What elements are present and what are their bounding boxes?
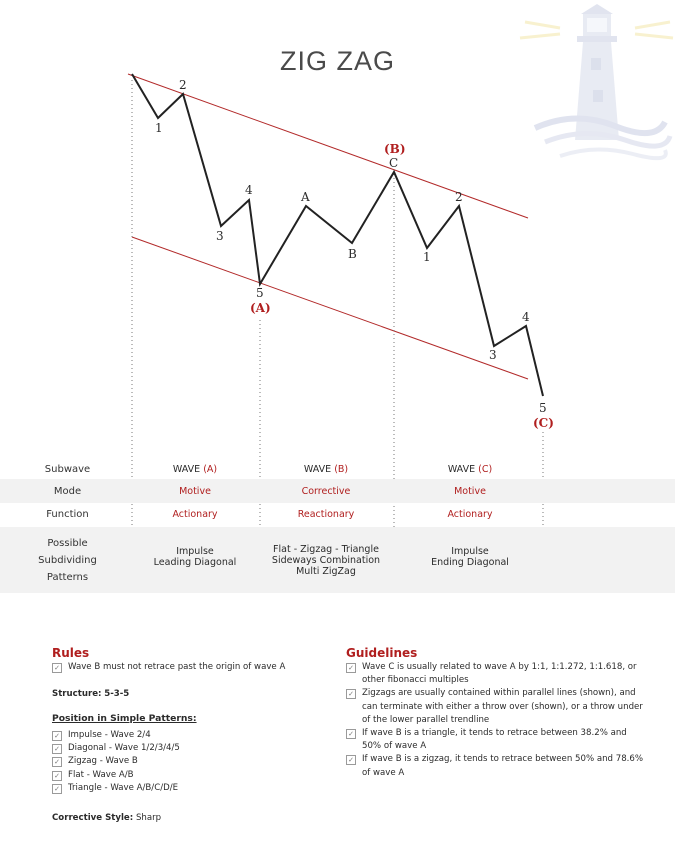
list-item: ✓ Flat - Wave A/B [52, 769, 302, 782]
upper-channel-line [128, 74, 528, 218]
list-item: ✓ Zigzags are usually contained within parallel lines (shown), and can terminate with either a throw over (shown), or a throw under of the lower parallel trendline [346, 687, 646, 727]
page-title: ZIG ZAG [280, 46, 395, 76]
list-item: ✓ Zigzag - Wave B [52, 755, 302, 768]
position-list [52, 729, 302, 795]
function-a: Actionary [172, 509, 218, 520]
function-b: Reactionary [297, 509, 355, 520]
subwave-b: WAVE (B) [303, 464, 349, 475]
wave-label-b-degree: (B) [384, 142, 406, 156]
list-item: ✓ Wave C is usually related to wave A by 1:1, 1:1.272, 1:1.618, or other fibonacci multiples [346, 661, 646, 687]
list-item: ✓ Wave B must not retrace past the origin of wave A [52, 661, 322, 674]
wave-label-c1: 1 [423, 250, 431, 264]
check-icon: ✓ [52, 731, 62, 741]
structure: Structure: 5-3-5 [52, 689, 130, 699]
wave-label-1: 1 [155, 121, 163, 135]
row-label-subwave: Subwave [44, 464, 91, 475]
guidelines-list [346, 661, 646, 780]
patterns-c: Impulse Ending Diagonal [431, 546, 509, 568]
corrective-style: Corrective Style: Sharp [52, 813, 162, 823]
list-item: ✓ Impulse - Wave 2/4 [52, 729, 302, 742]
wave-label-3: 3 [216, 229, 224, 243]
check-icon: ✓ [346, 755, 356, 765]
check-icon: ✓ [52, 757, 62, 767]
table-row-subwave [0, 460, 675, 478]
guidelines-heading: Guidelines [346, 646, 418, 660]
check-icon: ✓ [52, 784, 62, 794]
check-icon: ✓ [52, 744, 62, 754]
wave-label-c2: 2 [455, 190, 463, 204]
wave-path [132, 74, 543, 396]
position-heading: Position in Simple Patterns: [52, 713, 197, 724]
check-icon: ✓ [52, 663, 62, 673]
wave-label-c5: 5 [539, 401, 547, 415]
wave-label-c: C [389, 156, 399, 170]
patterns-a: Impulse Leading Diagonal [153, 546, 237, 568]
mode-c: Motive [454, 486, 486, 497]
table-row-mode [0, 479, 675, 503]
check-icon: ✓ [52, 771, 62, 781]
list-item: ✓ If wave B is a triangle, it tends to retrace between 38.2% and 50% of wave A [346, 727, 646, 753]
table-row-function [0, 503, 675, 527]
table-row-patterns [0, 527, 675, 593]
check-icon: ✓ [346, 729, 356, 739]
row-label-mode: Mode [53, 486, 82, 497]
check-icon: ✓ [346, 663, 356, 673]
list-item: ✓ If wave B is a zigzag, it tends to retrace between 50% and 78.6% of wave A [346, 753, 646, 779]
rules-heading: Rules [52, 646, 90, 660]
lower-channel-line [132, 237, 528, 379]
wave-label-4: 4 [245, 183, 253, 197]
wave-label-a: A [301, 190, 310, 204]
patterns-b: Flat - Zigzag - Triangle Sideways Combination Multi ZigZag [271, 544, 381, 577]
mode-b: Corrective [301, 486, 351, 497]
wave-label-5: 5 [256, 286, 264, 300]
wave-label-b: B [348, 247, 357, 261]
rules-list [52, 661, 322, 674]
wave-label-c4: 4 [522, 310, 530, 324]
row-label-patterns: Possible Subdividing Patterns [38, 538, 97, 583]
subwave-c: WAVE (C) [447, 464, 493, 475]
subwave-a: WAVE (A) [172, 464, 218, 475]
wave-label-2: 2 [179, 78, 187, 92]
wave-label-c-degree: (C) [533, 416, 554, 430]
mode-a: Motive [179, 486, 211, 497]
wave-label-a-degree: (A) [250, 301, 271, 315]
list-item: ✓ Triangle - Wave A/B/C/D/E [52, 782, 302, 795]
function-c: Actionary [447, 509, 493, 520]
check-icon: ✓ [346, 689, 356, 699]
row-label-function: Function [46, 509, 89, 520]
wave-label-c3: 3 [489, 348, 497, 362]
list-item: ✓ Diagonal - Wave 1/2/3/4/5 [52, 742, 302, 755]
